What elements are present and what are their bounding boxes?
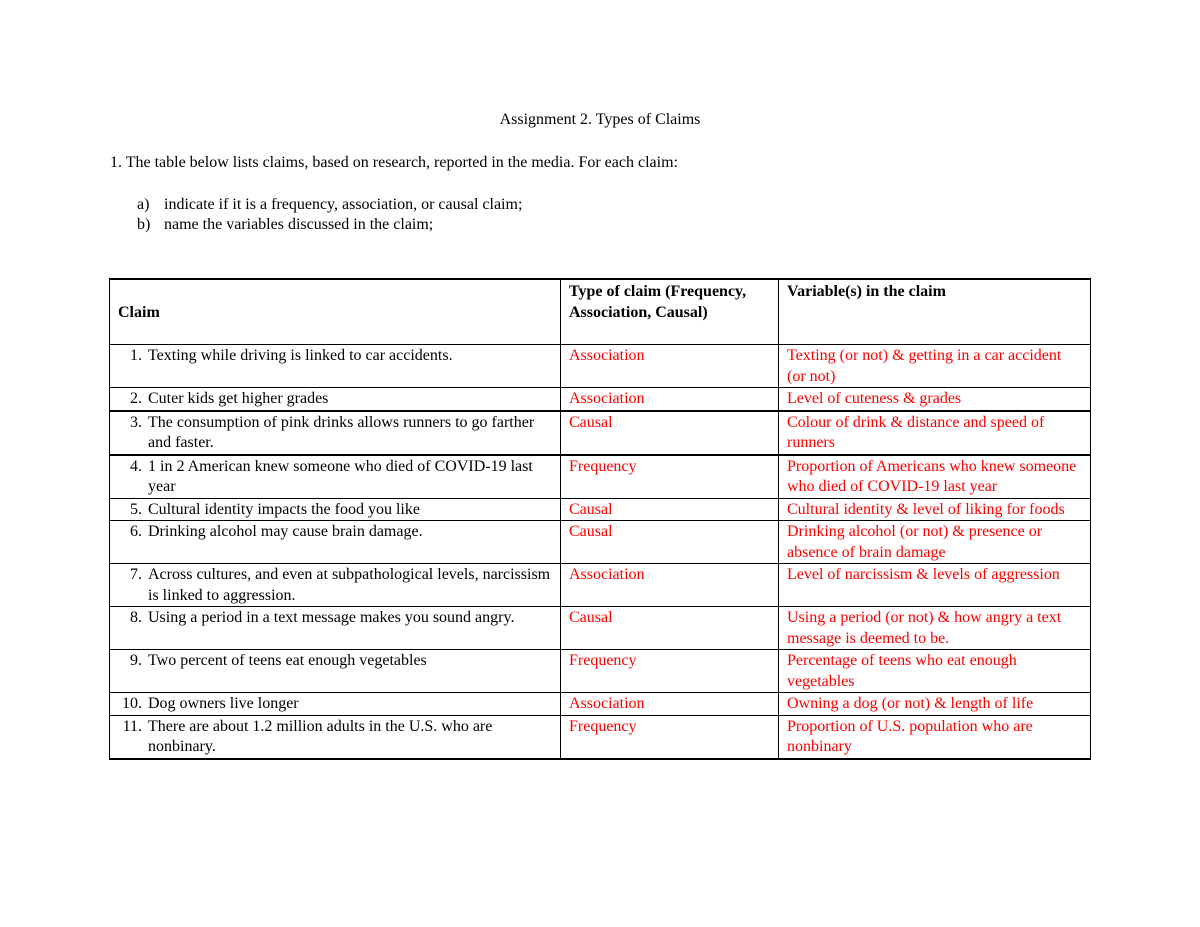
table-header-row xyxy=(110,279,1091,345)
instruction-list xyxy=(137,195,522,235)
table-row xyxy=(110,521,1091,564)
claim-variables: Colour of drink & distance and speed of runners xyxy=(779,411,1091,455)
claim-cell xyxy=(110,455,561,499)
claim-text: Texting while driving is linked to car accidents. xyxy=(148,347,453,364)
claim-text: Two percent of teens eat enough vegetables xyxy=(148,652,427,669)
claim-type: Frequency xyxy=(561,650,779,693)
claim-type: Association xyxy=(561,345,779,388)
claim-number: 1. xyxy=(130,347,142,364)
claim-cell xyxy=(110,693,561,716)
claims-table xyxy=(109,278,1091,760)
instruction-item xyxy=(137,195,522,215)
table-row xyxy=(110,650,1091,693)
claim-text: Across cultures, and even at subpathological levels, narcissism is linked to aggression. xyxy=(148,566,551,604)
header-claim: Claim xyxy=(110,279,561,345)
claim-cell xyxy=(110,498,561,521)
page-title: Assignment 2. Types of Claims xyxy=(499,111,701,128)
claim-variables: Proportion of Americans who knew someone who died of COVID-19 last year xyxy=(779,455,1091,499)
claim-variables: Texting (or not) & getting in a car accident (or not) xyxy=(779,345,1091,388)
instruction-text: name the variables discussed in the claim; xyxy=(164,216,434,233)
claim-type: Frequency xyxy=(561,455,779,499)
table-row xyxy=(110,693,1091,716)
claim-number: 6. xyxy=(130,523,142,540)
claim-type: Causal xyxy=(561,411,779,455)
instruction-item xyxy=(137,215,522,235)
claim-cell xyxy=(110,388,561,411)
claim-text: Cuter kids get higher grades xyxy=(148,390,329,407)
claim-number: 3. xyxy=(130,413,142,431)
claim-number: 9. xyxy=(130,652,142,669)
claim-text: Using a period in a text message makes you sound angry. xyxy=(148,609,515,626)
claim-variables: Level of cuteness & grades xyxy=(779,388,1091,411)
question-text: 1. The table below lists claims, based on research, reported in the media. For each claim: xyxy=(110,154,678,171)
claim-variables: Using a period (or not) & how angry a text message is deemed to be. xyxy=(779,607,1091,650)
claim-text: There are about 1.2 million adults in the U.S. who are nonbinary. xyxy=(148,717,493,755)
claim-text: 1 in 2 American knew someone who died of COVID-19 last year xyxy=(148,457,533,495)
claim-number: 4. xyxy=(130,457,142,475)
claim-cell xyxy=(110,521,561,564)
table-row xyxy=(110,498,1091,521)
claim-text: Drinking alcohol may cause brain damage. xyxy=(148,523,423,540)
claim-cell xyxy=(110,411,561,455)
claim-cell xyxy=(110,715,561,759)
claim-number: 7. xyxy=(130,566,142,583)
claim-variables: Drinking alcohol (or not) & presence or absence of brain damage xyxy=(779,521,1091,564)
claim-type: Association xyxy=(561,564,779,607)
table-row xyxy=(110,411,1091,455)
table-row xyxy=(110,455,1091,499)
instruction-marker: a) xyxy=(137,196,150,213)
header-variables: Variable(s) in the claim xyxy=(779,279,1091,345)
claim-number: 10. xyxy=(122,695,142,712)
instruction-marker: b) xyxy=(137,216,151,233)
claim-variables: Percentage of teens who eat enough vegetables xyxy=(779,650,1091,693)
instruction-text: indicate if it is a frequency, association, or causal claim; xyxy=(164,196,523,213)
claim-variables: Proportion of U.S. population who are nonbinary xyxy=(779,715,1091,759)
table-row xyxy=(110,388,1091,411)
claim-cell xyxy=(110,345,561,388)
claim-text: Cultural identity impacts the food you like xyxy=(148,500,420,518)
claim-cell xyxy=(110,650,561,693)
claim-cell xyxy=(110,564,561,607)
claim-variables: Owning a dog (or not) & length of life xyxy=(779,693,1091,716)
table-row xyxy=(110,715,1091,759)
claim-cell xyxy=(110,607,561,650)
table-row xyxy=(110,607,1091,650)
claim-type: Causal xyxy=(561,607,779,650)
claim-variables: Cultural identity & level of liking for foods xyxy=(779,498,1091,521)
claim-type: Causal xyxy=(561,498,779,521)
claim-variables: Level of narcissism & levels of aggression xyxy=(779,564,1091,607)
claim-number: 2. xyxy=(130,390,142,407)
claim-text: The consumption of pink drinks allows runners to go farther and faster. xyxy=(148,413,535,451)
claim-number: 11. xyxy=(122,717,142,735)
claim-type: Association xyxy=(561,388,779,411)
table-row xyxy=(110,564,1091,607)
claim-type: Causal xyxy=(561,521,779,564)
claim-number: 5. xyxy=(130,500,142,518)
header-type: Type of claim (Frequency, Association, Causal) xyxy=(561,279,779,345)
table-row xyxy=(110,345,1091,388)
claim-type: Frequency xyxy=(561,715,779,759)
claim-type: Association xyxy=(561,693,779,716)
claim-text: Dog owners live longer xyxy=(148,695,299,712)
claim-number: 8. xyxy=(130,609,142,626)
